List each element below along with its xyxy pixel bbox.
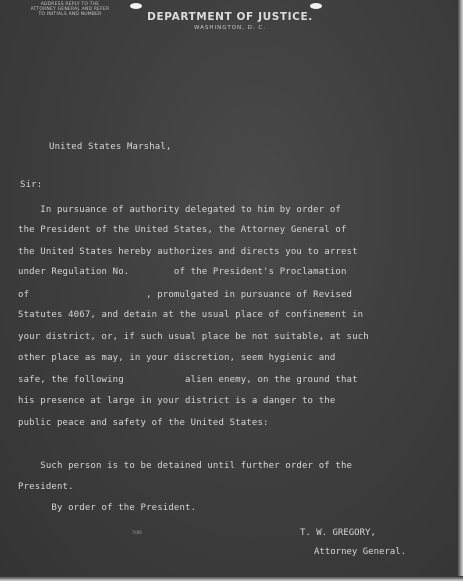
department-heading: DEPARTMENT OF JUSTICE.: [147, 11, 313, 23]
signer-title: Attorney General.: [314, 547, 407, 557]
body-line: public peace and safety of the United States:: [18, 418, 269, 428]
body-line: your district, or, if such usual place be not suitable, at such: [18, 332, 369, 342]
punch-hole-right: [310, 3, 322, 9]
body-line: under Regulation No. of the President's Proclamation: [18, 267, 347, 277]
body-line: safe, the following alien enemy, on the ground that: [18, 375, 358, 385]
salutation: Sir:: [20, 180, 43, 190]
closing-line: Such person is to be detained until further order of the: [18, 461, 353, 471]
page-edge-right: [457, 0, 463, 581]
body-line: Statutes 4067, and detain at the usual place of confinement in: [18, 310, 364, 320]
city-line: WASHINGTON, D. C.: [194, 25, 266, 31]
closing-line: By order of the President.: [18, 503, 197, 513]
body-line: the President of the United States, the Attorney General of: [18, 225, 347, 235]
signature-mark: 7498: [132, 530, 142, 535]
addressee: United States Marshal,: [49, 142, 172, 152]
body-line: his presence at large in your district is a danger to the: [18, 396, 336, 406]
closing-line: President.: [18, 482, 74, 492]
body-line: the United States hereby authorizes and directs you to arrest: [18, 247, 358, 257]
body-line: In pursuance of authority delegated to him by order of: [18, 205, 341, 215]
reply-instruction: ADDRESS REPLY TO THE ATTORNEY GENERAL AND REFER TO INITIALS AND NUMBER: [30, 2, 110, 17]
signer-name: T. W. GREGORY,: [300, 528, 376, 538]
body-line: of , promulgated in pursuance of Revised: [18, 290, 353, 300]
body-line: other place as may, in your discretion, seem hygienic and: [18, 353, 336, 363]
page-edge-bottom: [0, 576, 463, 581]
punch-hole-left: [130, 3, 142, 9]
